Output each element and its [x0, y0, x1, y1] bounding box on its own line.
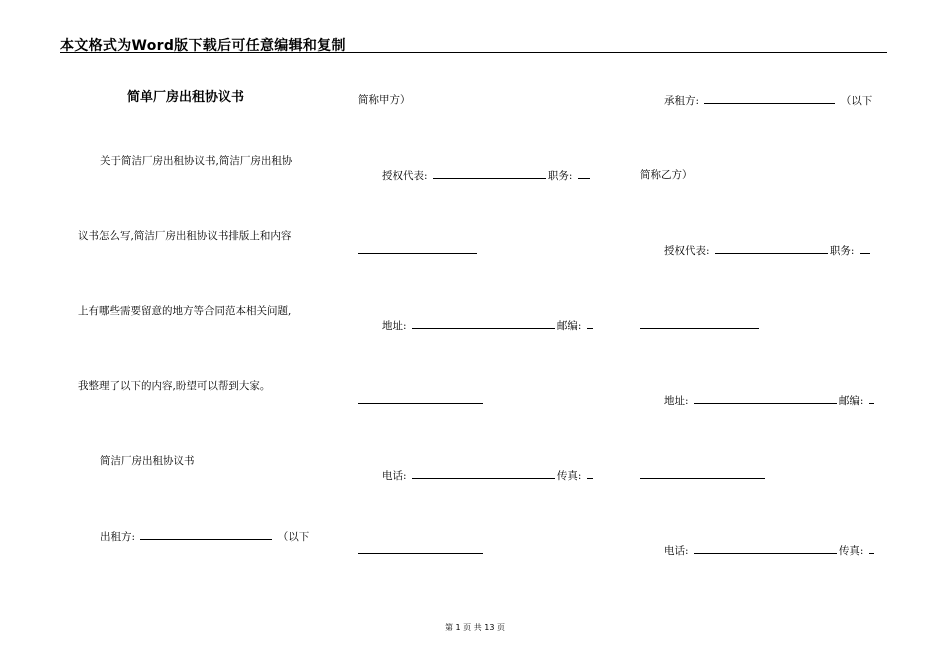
party-a-abbr: 简称甲方）: [358, 94, 411, 106]
party-b-rep-row: [664, 244, 872, 257]
party-a-fax-label: 传真:: [556, 470, 582, 482]
party-b-position-label: 职务:: [829, 245, 855, 257]
party-b-rep-blank: [715, 244, 828, 254]
header-rule: [60, 52, 887, 53]
party-b-address-label: 地址:: [664, 395, 689, 407]
party-a-phone-blank: [412, 469, 555, 479]
party-a-rep-blank: [433, 169, 546, 179]
intro-line-1: 关于简洁厂房出租协议书,简洁厂房出租协: [100, 155, 293, 167]
party-b-rep-label: 授权代表:: [664, 245, 710, 257]
document-header: 本文格式为Word版下载后可任意编辑和复制: [60, 38, 346, 54]
party-b-phone-blank: [694, 544, 837, 554]
party-b-phone-label: 电话:: [664, 545, 689, 557]
party-a-position-label: 职务:: [547, 170, 573, 182]
document-title: 简单厂房出租协议书: [127, 90, 245, 105]
lessee-row: [664, 94, 872, 107]
party-b-position-continuation: [640, 328, 759, 329]
party-a-address-row: [382, 319, 595, 332]
party-a-position-blank: [578, 169, 590, 179]
lessee-suffix: （以下: [840, 95, 873, 107]
party-a-address-blank: [412, 319, 555, 329]
party-b-address-row: [664, 394, 876, 407]
lessee-label: 承租方:: [664, 95, 700, 107]
party-a-rep-row: [382, 169, 592, 182]
party-a-address-label: 地址:: [382, 320, 407, 332]
party-b-position-blank: [860, 244, 870, 254]
party-a-position-continuation: [358, 253, 477, 254]
lessor-blank: [140, 530, 272, 540]
lessor-label: 出租方:: [100, 531, 136, 543]
contract-subtitle: 简洁厂房出租协议书: [100, 455, 195, 467]
party-a-fax-continuation: [358, 553, 483, 554]
party-a-rep-label: 授权代表:: [382, 170, 428, 182]
page-number: 第 1 页 共 13 页: [445, 623, 505, 632]
party-a-postcode-blank: [587, 319, 593, 329]
intro-line-3: 上有哪些需要留意的地方等合同范本相关问题,: [78, 305, 292, 317]
party-b-address-blank: [694, 394, 837, 404]
party-b-fax-blank: [869, 544, 874, 554]
party-a-phone-row: [382, 469, 595, 482]
intro-line-4: 我整理了以下的内容,盼望可以帮到大家。: [78, 380, 271, 392]
party-a-postcode-continuation: [358, 403, 483, 404]
party-a-postcode-label: 邮编:: [556, 320, 582, 332]
party-a-phone-label: 电话:: [382, 470, 407, 482]
party-a-fax-blank: [587, 469, 593, 479]
party-b-postcode-continuation: [640, 478, 765, 479]
party-b-abbr: 简称乙方）: [640, 169, 693, 181]
intro-line-2: 议书怎么写,简洁厂房出租协议书排版上和内容: [78, 230, 292, 242]
party-b-postcode-label: 邮编:: [838, 395, 864, 407]
lessee-blank: [704, 94, 835, 104]
lessor-row: [100, 530, 309, 543]
party-b-postcode-blank: [869, 394, 874, 404]
lessor-suffix: （以下: [277, 531, 310, 543]
party-b-phone-row: [664, 544, 876, 557]
party-b-fax-label: 传真:: [838, 545, 864, 557]
